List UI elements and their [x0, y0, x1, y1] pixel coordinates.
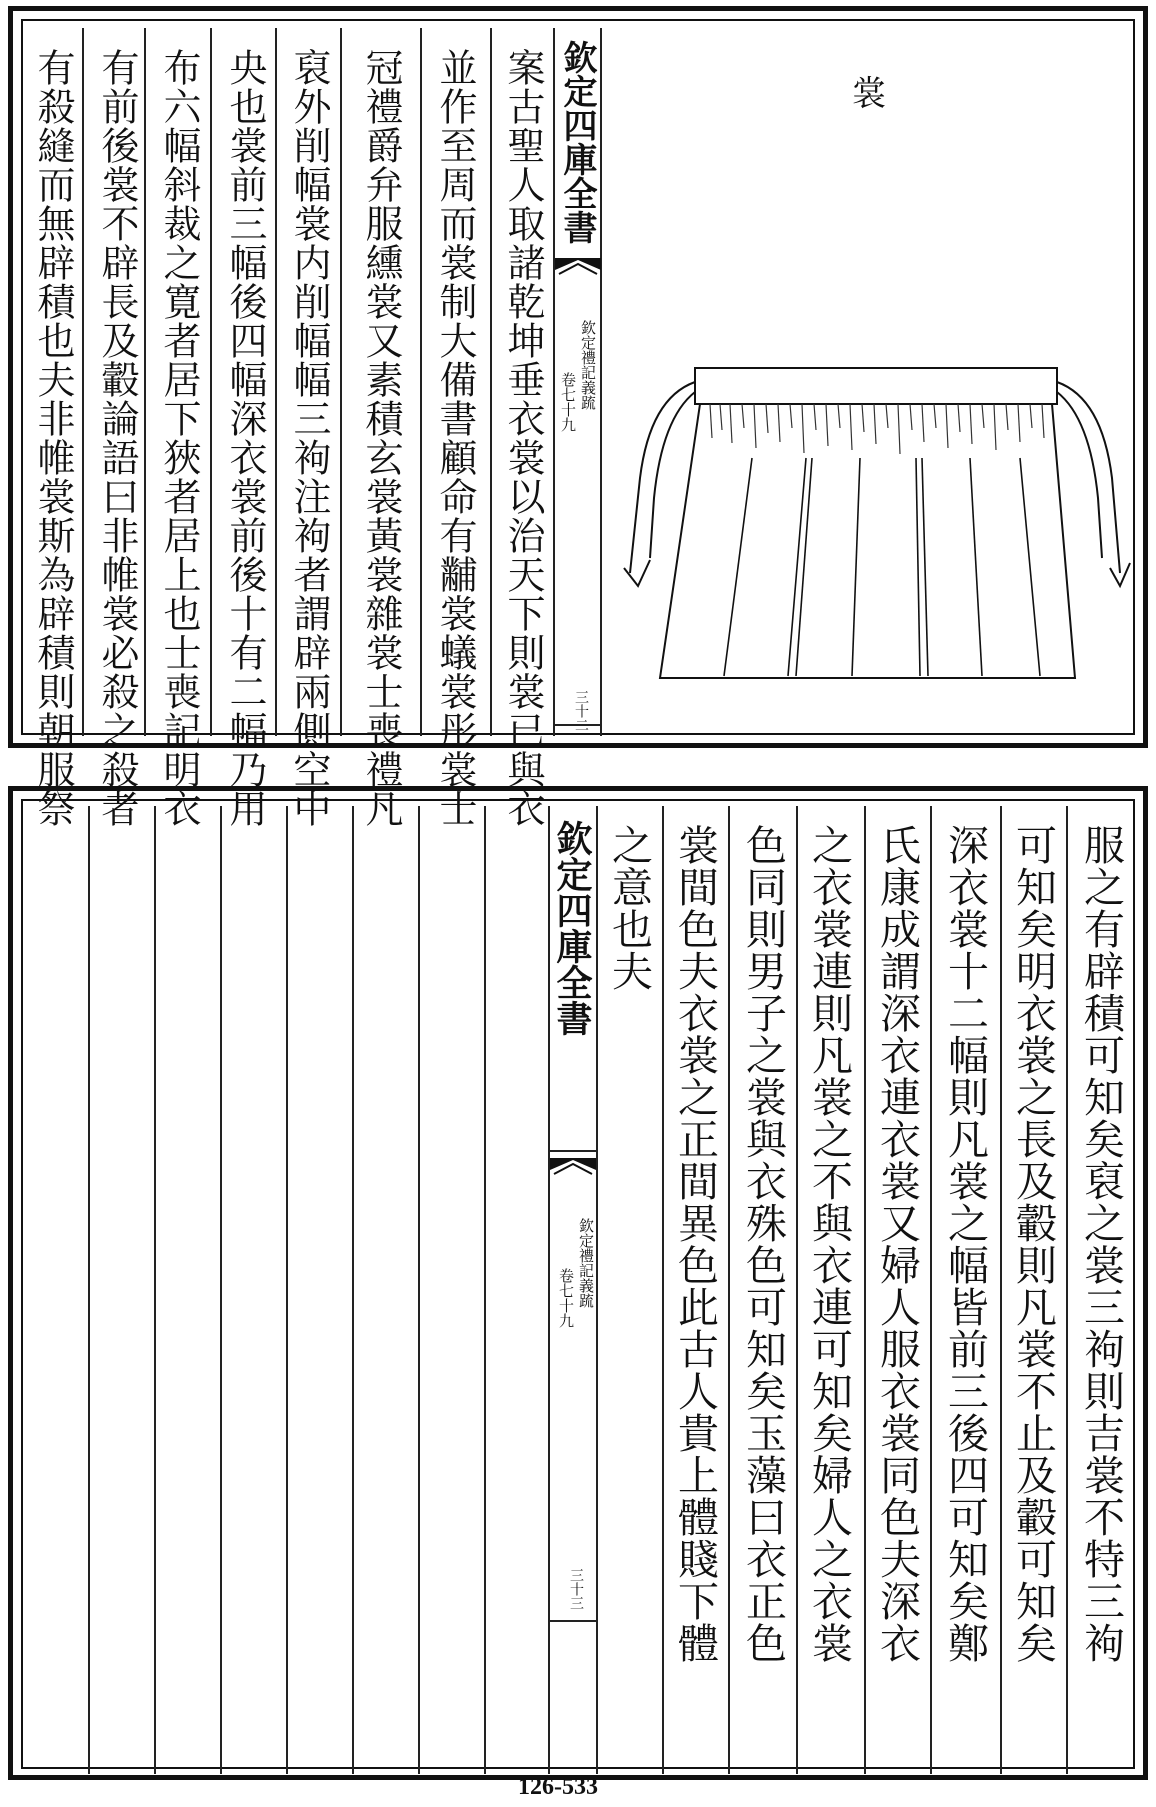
- bottom-book-subtitle: 欽定禮記義䟽: [577, 1218, 595, 1308]
- top-text-column-8: 有殺縫而無辟積也夫非帷裳斯為辟積則朝服祭: [31, 48, 75, 828]
- bottom-text-column-1: 服之有辟積可知矣裒之裳三袧則吉裳不特三袧: [1077, 824, 1125, 1664]
- bottom-text-column-3: 深衣裳十二幅則凡裳之幅皆前三後四可知矣鄭: [941, 824, 989, 1664]
- top-volume-label: 卷七十九: [559, 372, 577, 432]
- bottom-banner-title: 欽定四庫全書: [551, 820, 593, 1036]
- bottom-text-column-6: 色同則男子之裳與衣殊色可知矣玉藻曰衣正色: [739, 824, 787, 1664]
- bottom-volume-label: 卷七十九: [557, 1268, 575, 1328]
- bottom-text-column-5: 之衣裳連則凡裳之不與衣連可知矣婦人之衣裳: [805, 824, 853, 1664]
- bottom-text-column-8: 之意也夫: [605, 824, 653, 992]
- bottom-text-column-4: 氏康成謂深衣連衣裳又婦人服衣裳同色夫深衣: [873, 824, 921, 1664]
- top-text-column-5: 央也裳前三幅後四幅深衣裳前後十有二幅乃用: [223, 48, 267, 828]
- bottom-fish-tail-mark: [550, 1158, 596, 1198]
- top-text-column-2: 並作至周而裳制大備書顧命有黼裳蟻裳彤裳士: [433, 48, 477, 828]
- top-book-subtitle: 欽定禮記義䟽: [579, 320, 597, 410]
- illustration-title: 裳: [852, 74, 886, 114]
- bottom-page-number: 三十三: [568, 1568, 584, 1610]
- top-text-column-6: 布六幅斜裁之寛者居下狹者居上也士喪記明衣: [157, 48, 201, 828]
- top-text-column-1: 案古聖人取諸乾坤垂衣裳以治天下則裳已與衣: [501, 48, 545, 828]
- skirt-illustration: [620, 358, 1140, 718]
- top-text-column-4: 裒外削幅裳内削幅幅三袧注袧者謂辟兩側空中: [287, 48, 331, 828]
- bottom-text-column-2: 可知矣明衣裳之長及轂則凡裳不止及轂可知矣: [1009, 824, 1057, 1664]
- top-banner-title: 欽定四庫全書: [557, 40, 597, 244]
- top-text-column-7: 有前後裳不辟長及轂論語曰非帷裳必殺之殺者: [95, 48, 139, 828]
- page-footer-number: 126-533: [518, 1774, 598, 1800]
- top-page-number: 三十二: [573, 690, 589, 732]
- top-text-column-3: 冠禮爵弁服纁裳又素積玄裳黃裳雜裳士喪禮凡: [359, 48, 403, 828]
- bottom-text-column-7: 裳間色夫衣裳之正間異色此古人貴上體賤下體: [671, 824, 719, 1664]
- top-fish-tail-mark: [555, 258, 601, 298]
